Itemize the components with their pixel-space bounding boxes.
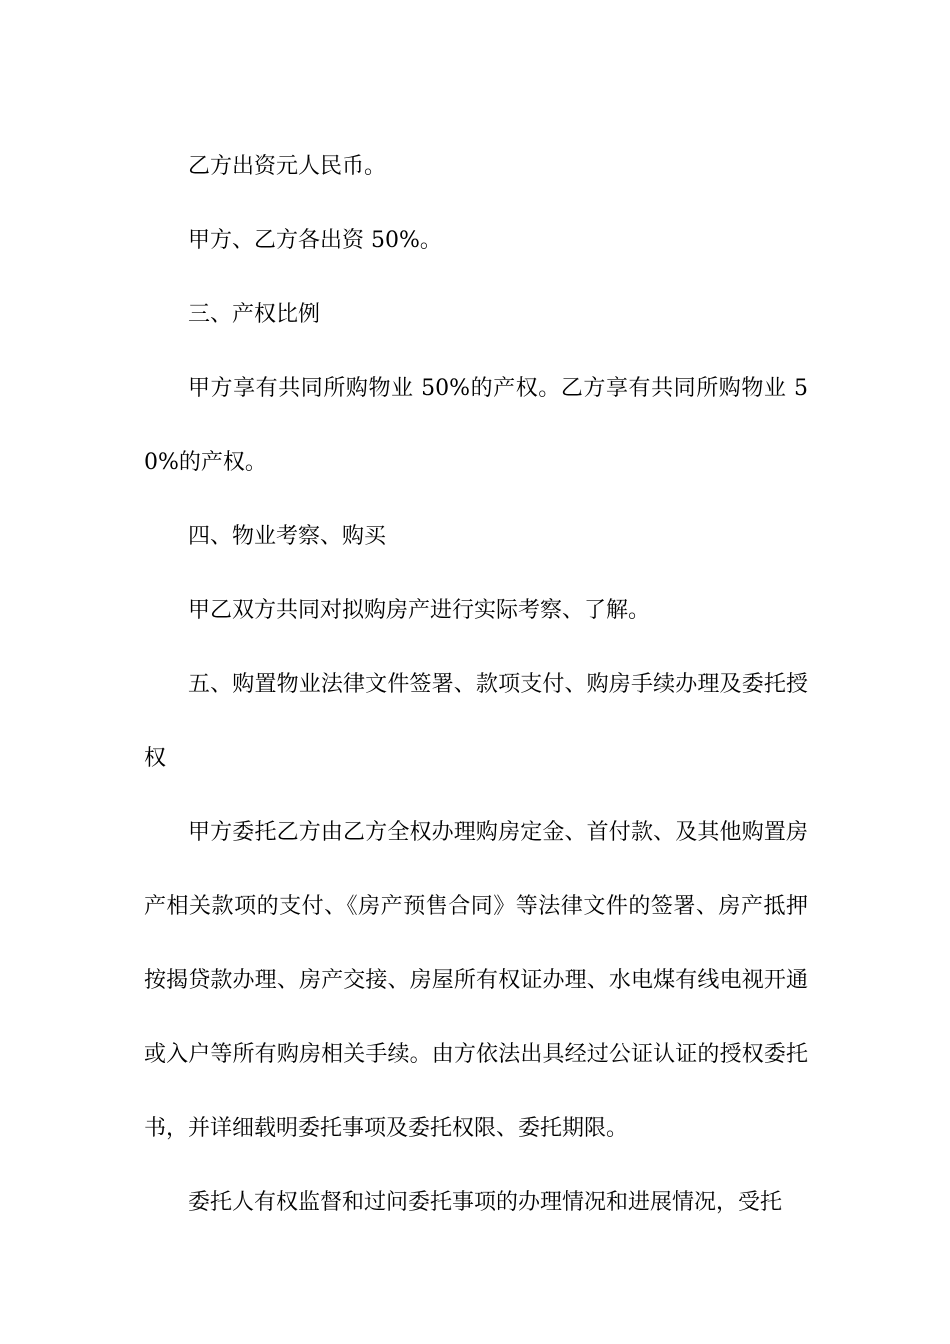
section-heading-inspection-purchase: 四、物业考察、购买 (188, 524, 387, 549)
paragraph-inspection: 甲乙双方共同对拟购房产进行实际考察、了解。 (188, 598, 651, 623)
paragraph-authorization: 甲方委托乙方由乙方全权办理购房定金、首付款、及其他购置房产相关款项的支付、《房产预售合同》等法律文件的签署、房产抵押按揭贷款办理、房产交接、房屋所有权证办理、水电煤有线电视开通或入户等所有购房相关手续。由方依法出具经过公证认证的授权委托书，并详细载明委托事项及委托权限、委托期限。 (144, 820, 808, 1141)
paragraph-supervision: 委托人有权监督和过问委托事项的办理情况和进展情况，受托 (188, 1190, 783, 1215)
paragraph-ownership: 甲方享有共同所购物业 50%的产权。乙方享有共同所购物业 50%的产权。 (144, 376, 808, 475)
document-body (144, 130, 808, 1240)
paragraph-contribution-b: 乙方出资元人民币。 (188, 154, 387, 179)
section-heading-ownership-ratio: 三、产权比例 (188, 302, 321, 327)
section-heading-legal-documents: 五、购置物业法律文件签署、款项支付、购房手续办理及委托授权 (144, 672, 808, 771)
paragraph-contribution-split: 甲方、乙方各出资 50%。 (188, 228, 442, 253)
